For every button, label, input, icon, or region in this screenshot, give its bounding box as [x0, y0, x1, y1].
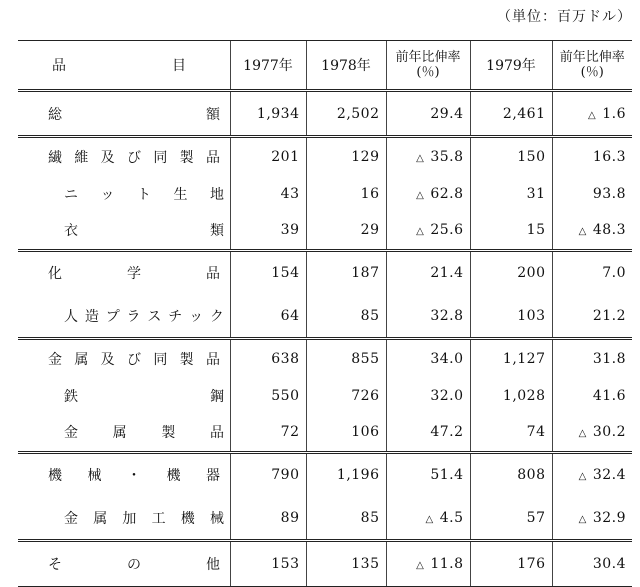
rate-1979-text: 41.6 [592, 387, 626, 404]
rate-1978 [386, 497, 470, 541]
row-label: 人 造 プ ラ ス チ ッ ク [18, 295, 230, 339]
rate-1978 [386, 251, 470, 295]
row-label: 総 額 [18, 91, 230, 137]
value-1979 [470, 295, 552, 339]
decrease-marker: △ [416, 189, 425, 201]
rate-1979 [552, 497, 632, 541]
value-1978-text: 129 [351, 149, 380, 166]
rate-1979 [552, 379, 632, 413]
rate-1979 [552, 91, 632, 137]
value-1978-text: 2,502 [336, 105, 380, 122]
value-1979-text: 103 [517, 307, 546, 324]
value-1979 [470, 137, 552, 177]
value-1978 [306, 379, 386, 413]
value-1979 [470, 413, 552, 453]
row-label: 金 属 及 び 同 製 品 [48, 352, 220, 369]
value-1978-text: 187 [351, 265, 380, 282]
table-row [18, 137, 632, 177]
rate-1978-text: 11.8 [430, 556, 464, 572]
value-1977 [230, 137, 306, 177]
value-1979 [470, 453, 552, 497]
value-1979-text: 57 [526, 509, 546, 526]
value-1977-text: 64 [280, 307, 300, 324]
header-rate-1978: 前年比伸率 (％) [386, 41, 470, 91]
value-1979-text: 200 [517, 265, 546, 282]
rate-1978 [386, 91, 470, 137]
value-1977-text: 638 [271, 351, 300, 368]
value-1977-text: 550 [271, 387, 300, 404]
value-1979 [470, 251, 552, 295]
table-row [18, 541, 632, 587]
table-row [18, 339, 632, 379]
rate-1979-text: 48.3 [592, 221, 626, 238]
value-1979-text: 150 [517, 149, 546, 166]
rate-1978-text: 62.8 [430, 185, 464, 202]
value-1979 [470, 91, 552, 137]
value-1979-text: 31 [526, 185, 546, 202]
value-1978-text: 85 [360, 307, 380, 324]
rate-1978-text: 32.8 [430, 307, 464, 324]
value-1977-text: 72 [280, 423, 300, 440]
value-1978-text: 16 [360, 185, 380, 202]
value-1979-text: 15 [526, 221, 546, 238]
rate-1978 [386, 413, 470, 453]
row-label: ニ ッ ト 生 地 [64, 186, 224, 203]
value-1977 [230, 379, 306, 413]
value-1977-text: 39 [280, 221, 300, 238]
value-1979-text: 1,127 [502, 351, 546, 368]
value-1978-text: 135 [351, 556, 380, 572]
rate-1979-text: 21.2 [592, 307, 626, 324]
value-1978-text: 726 [351, 387, 380, 404]
unit-label: （単位：百万ドル） [497, 9, 632, 25]
value-1979 [470, 177, 552, 211]
decrease-marker: △ [416, 560, 425, 571]
rate-1978 [386, 137, 470, 177]
decrease-marker: △ [416, 153, 425, 165]
value-1977 [230, 497, 306, 541]
value-1978 [306, 497, 386, 541]
value-1979 [470, 339, 552, 379]
header-row [18, 41, 632, 91]
rate-1979-text: 1.6 [602, 105, 626, 122]
value-1979-text: 2,461 [502, 105, 546, 122]
rate-1978-text: 35.8 [430, 149, 464, 166]
row-label: 金 属 製 品 [18, 413, 230, 453]
decrease-marker: △ [416, 225, 425, 237]
value-1978-text: 85 [360, 509, 380, 526]
value-1978-text: 29 [360, 221, 380, 238]
value-1977-text: 1,934 [256, 105, 300, 122]
value-1979 [470, 497, 552, 541]
table-row [18, 211, 632, 251]
value-1978 [306, 413, 386, 453]
decrease-marker: △ [578, 513, 587, 525]
rate-1979 [552, 177, 632, 211]
header-1978: 1978年 [306, 41, 386, 91]
value-1977-text: 154 [271, 265, 300, 282]
value-1977 [230, 177, 306, 211]
table-row [18, 91, 632, 137]
value-1979 [470, 211, 552, 251]
rate-1979 [552, 453, 632, 497]
value-1978-text: 1,196 [336, 467, 380, 484]
value-1977 [230, 453, 306, 497]
decrease-marker: △ [578, 471, 587, 483]
rate-1978 [386, 177, 470, 211]
rate-1978 [386, 453, 470, 497]
value-1977-text: 201 [271, 149, 300, 166]
value-1978 [306, 137, 386, 177]
value-1977 [230, 339, 306, 379]
value-1977-text: 43 [280, 185, 300, 202]
value-1977-text: 89 [280, 509, 300, 526]
rate-1978 [386, 339, 470, 379]
rate-1978-text: 25.6 [430, 221, 464, 238]
value-1977 [230, 91, 306, 137]
header-1979: 1979年 [470, 41, 552, 91]
row-label: 金 属 加 工 機 械 [18, 497, 230, 541]
value-1978 [306, 541, 386, 587]
value-1978 [306, 91, 386, 137]
rate-1979 [552, 339, 632, 379]
table-row [18, 497, 632, 541]
rate-1979 [552, 251, 632, 295]
row-label: 繊 維 及 び 同 製 品 [48, 150, 220, 167]
rate-1979-text: 32.9 [592, 509, 626, 526]
row-label: 鉄 鋼 [64, 388, 224, 405]
rate-1979-text: 7.0 [602, 265, 626, 282]
trade-table [18, 40, 632, 587]
value-1977 [230, 541, 306, 587]
table-row [18, 251, 632, 295]
value-1978-text: 106 [351, 423, 380, 440]
value-1978 [306, 339, 386, 379]
value-1979 [470, 541, 552, 587]
table-row [18, 453, 632, 497]
value-1977-text: 153 [271, 556, 300, 572]
value-1979-text: 808 [517, 467, 546, 484]
row-label: 衣 類 [18, 211, 230, 251]
rate-1979 [552, 211, 632, 251]
value-1979-text: 1,028 [502, 387, 546, 404]
decrease-marker: △ [578, 225, 587, 237]
header-rate-1979: 前年比伸率 (％) [552, 41, 632, 91]
value-1978-text: 855 [351, 351, 380, 368]
table-row [18, 413, 632, 453]
value-1977 [230, 211, 306, 251]
rate-1979 [552, 137, 632, 177]
value-1977 [230, 251, 306, 295]
value-1977 [230, 295, 306, 339]
decrease-marker: △ [578, 427, 587, 439]
table-body [18, 91, 632, 587]
row-label: そ の 他 [18, 541, 230, 587]
rate-1978-text: 21.4 [430, 265, 464, 282]
rate-1978-text: 4.5 [439, 509, 464, 526]
rate-1979-text: 32.4 [592, 467, 626, 484]
table-row [18, 295, 632, 339]
rate-1979 [552, 295, 632, 339]
decrease-marker: △ [588, 109, 597, 121]
value-1979-text: 74 [526, 423, 546, 440]
value-1979 [470, 379, 552, 413]
rate-1978 [386, 541, 470, 587]
value-1978 [306, 453, 386, 497]
row-label: 化 学 品 [48, 266, 220, 283]
table-row [18, 379, 632, 413]
value-1978 [306, 211, 386, 251]
decrease-marker: △ [425, 513, 434, 525]
rate-1978-text: 51.4 [430, 467, 464, 484]
rate-1979 [552, 413, 632, 453]
value-1978 [306, 177, 386, 211]
row-label: 機 械 ・ 機 器 [48, 468, 220, 485]
header-1977: 1977年 [230, 41, 306, 91]
rate-1979-text: 30.2 [592, 423, 626, 440]
rate-1978-text: 34.0 [430, 351, 464, 368]
rate-1978-text: 32.0 [430, 387, 464, 404]
value-1978 [306, 251, 386, 295]
rate-1978 [386, 295, 470, 339]
table-row [18, 177, 632, 211]
value-1977-text: 790 [271, 467, 300, 484]
value-1977 [230, 413, 306, 453]
value-1978 [306, 295, 386, 339]
rate-1979-text: 16.3 [592, 149, 626, 166]
rate-1978 [386, 211, 470, 251]
rate-1979 [552, 541, 632, 587]
rate-1978-text: 47.2 [430, 423, 464, 440]
value-1979-text: 176 [517, 556, 546, 572]
rate-1978-text: 29.4 [430, 105, 464, 122]
rate-1979-text: 31.8 [592, 351, 626, 368]
rate-1978 [386, 379, 470, 413]
header-item: 品 目 [18, 41, 230, 91]
rate-1979-text: 93.8 [592, 185, 626, 202]
rate-1979-text: 30.4 [592, 556, 626, 572]
